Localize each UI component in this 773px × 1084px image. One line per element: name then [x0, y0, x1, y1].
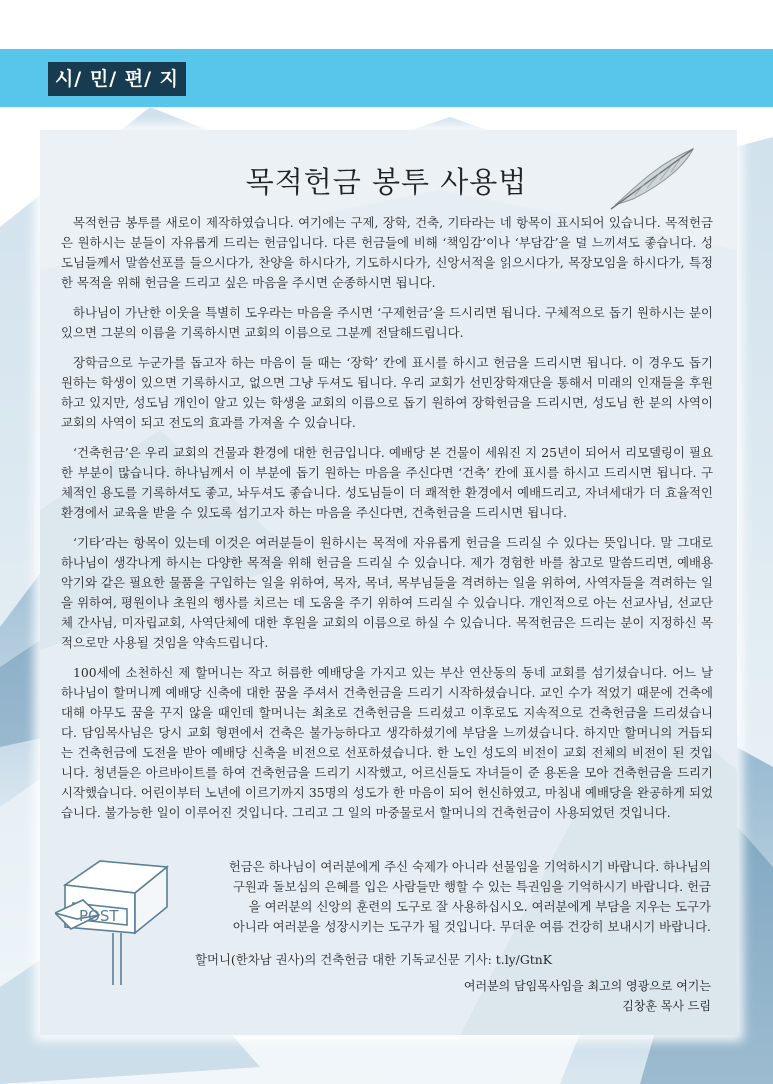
closing-remarks [178, 857, 711, 937]
mailbox-sign: POST [79, 907, 119, 925]
signature-line-1: 여러분의 담임목사임을 최고의 영광으로 여기는 [463, 979, 711, 993]
article-reference: 할머니(한차남 권사)의 건축헌금 대한 기독교신문 기사: t.ly/GtnK [195, 952, 552, 967]
paragraph: 목적헌금 봉투를 새로이 제작하였습니다. 여기에는 구제, 장학, 건축, 기타라는 네 항목이 표시되어 있습니다. 목적헌금은 원하시는 분들이 자유롭게 드리는 헌금입니다. 다른 헌금들에 비해 ‘책임감’이나 ‘부담감’을 덜 느끼셔도 좋습니다. 성도님들께서 말씀선포를 들으시다가, 찬양을 하시다가, 기도하시다가, 신앙서적을 읽으시다가, 목장모임을 하시다가, 특정한 목적을 위해 헌금을 드리고 싶은 마음을 주시면 순종하시면 됩니다. [61, 215, 713, 290]
closing-line: 을 여러분의 신앙의 훈련의 도구로 잘 사용하십시오. 여러분에게 부담을 지우는 도구가 [248, 899, 711, 914]
closing-line: 아니라 여러분을 성장시키는 도구가 될 것입니다. 무더운 여름 건강히 보내시기 바랍니다. [232, 919, 711, 934]
section-badge: 시/ 민/ 편/ 지 [48, 62, 186, 96]
mailbox-icon [55, 855, 180, 985]
closing-line: 구원과 돌보심의 은혜를 입은 사람들만 행할 수 있는 특권임을 기억하시기 바랍니다. 헌금 [232, 879, 711, 894]
paragraph: ‘기타’라는 항목이 있는데 이것은 여러분들이 원하시는 목적에 자유롭게 헌금을 드리실 수 있다는 뜻입니다. 말 그대로 하나님이 생각나게 하시는 다양한 목적을 위해 헌금을 드리실 수 있습니다. 제가 경험한 바를 참고로 말씀드리면, 예배용 악기와 같은 필요한 물품을 구입하는 일을 위하여, 목자, 목녀, 목부님들을 격려하는 일을 위하여, 사역자들을 격려하는 일을 위하여, 평원이나 초원의 행사를 치르는 데 도움을 주기 위하여 드리실 수 있습니다. 개인적으로 아는 선교사님, 선교단체 간사님, 미자립교회, 사역단체에 대한 후원을 교회의 이름으로 하실 수 있습니다. 목적헌금은 드리는 분이 지정하신 목적으로만 사용될 것임을 약속드립니다. [61, 535, 713, 650]
signature-line-2: 김창훈 목사 드림 [622, 999, 711, 1013]
paragraph: 장학금으로 누군가를 돕고자 하는 마음이 들 때는 ‘장학’ 칸에 표시를 하시고 헌금을 드리시면 됩니다. 이 경우도 돕기 원하는 학생이 있으면 기록하시고, 없으면 그냥 두셔도 됩니다. 우리 교회가 선민장학재단을 통해서 미래의 인재들을 후원하고 있지만, 성도님 개인이 알고 있는 학생을 교회의 이름으로 돕기 원하여 장학헌금을 드리시면, 성도님 한 분의 사역이 교회의 사역이 되고 전도의 효과를 가져올 수 있습니다. [61, 355, 713, 430]
paragraph: ‘건축헌금’은 우리 교회의 건물과 환경에 대한 헌금입니다. 예배당 본 건물이 세워진 지 25년이 되어서 리모델링이 필요한 부분이 많습니다. 하나님께서 이 부분에 돕기 원하는 마음을 주신다면 ‘건축’ 칸에 표시를 하시고 드리시면 됩니다. 구체적인 용도를 기록하셔도 좋고, 놔두셔도 좋습니다. 성도님들이 더 쾌적한 환경에서 예배드리고, 자녀세대가 더 효율적인 환경에서 교육을 받을 수 있도록 섬기고자 하는 마음을 주신다면, 건축헌금을 드리시면 됩니다. [61, 445, 713, 520]
article-body [61, 213, 713, 833]
paragraph: 100세에 소천하신 제 할머니는 작고 허름한 예배당을 가지고 있는 부산 연산동의 동네 교회를 섬기셨습니다. 어느 날 하나님이 할머니께 예배당 신축에 대한 꿈을 주셔서 건축헌금을 드리기 시작하셨습니다. 교인 수가 적었기 때문에 건축에 대해 아무도 꿈을 꾸지 않을 때인데 할머니는 최초로 건축헌금을 드리셨고 이후로도 지속적으로 건축헌금을 드리셨습니다. 담임목사님은 당시 교회 형편에서 건축은 불가능하다고 생각하셨기에 부담을 느끼셨습니다. 하지만 할머니의 거듭되는 건축헌금에 도전을 받아 예배당 신축을 비전으로 선포하셨습니다. 한 노인 성도의 비전이 교회 전체의 비전이 된 것입니다. 청년들은 아르바이트를 하여 건축헌금을 드리기 시작했고, 어르신들도 자녀들이 준 용돈을 모아 건축헌금을 드리기 시작했습니다. 어린이부터 노년에 이르기까지 35명의 성도가 한 마음이 되어 헌신하였고, 마침내 예배당을 완공하게 되었습니다. 불가능한 일이 이루어진 것입니다. 그리고 그 일의 마중물로서 할머니의 건축헌금이 사용되었던 것입니다. [61, 665, 713, 820]
article-title: 목적헌금 봉투 사용법 [245, 165, 528, 199]
paragraph: 하나님이 가난한 이웃을 특별히 도우라는 마음을 주시면 ‘구제헌금’을 드시리면 됩니다. 구체적으로 돕기 원하시는 분이 있으면 그분의 이름을 기록하시면 교회의 이름으로 그분께 전달해드립니다. [61, 305, 713, 340]
closing-line: 헌금은 하나님이 여러분에게 주신 숙제가 아니라 선물임을 기억하시기 바랍니다. 하나님의 [228, 859, 711, 874]
